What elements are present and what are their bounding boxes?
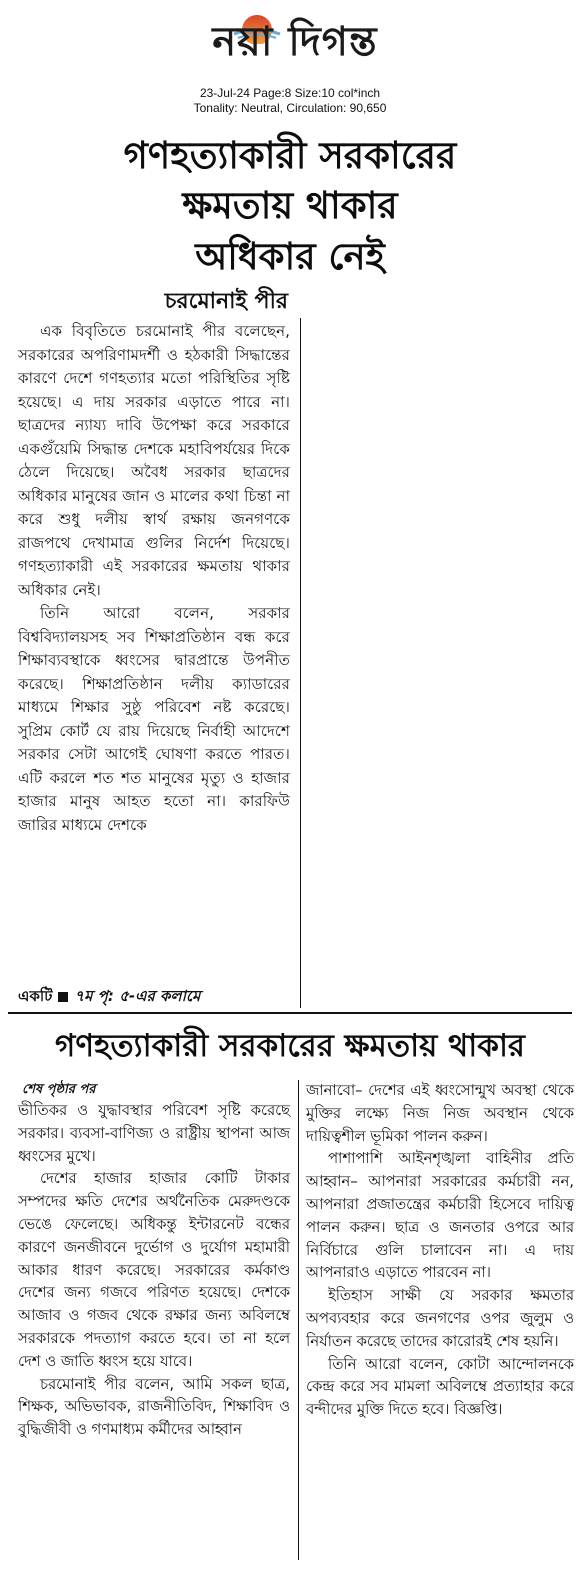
continuation-column-right xyxy=(306,1080,574,1422)
continuation-headline: গণহত্যাকারী সরকারের ক্ষমতায় থাকার xyxy=(55,1028,525,1064)
article-paragraph: তিনি আরো বলেন, সরকার বিশ্ববিদ্যালয়সহ সব শিক্ষাপ্রতিষ্ঠান বন্ধ করে শিক্ষাব্যবস্থাকে ধ্বংসের দ্বারপ্রান্তে উপনীত করেছে। শিক্ষাপ্রতিষ্ঠান দলীয় ক্যাডারের মাধ্যমে শিক্ষার সুষ্ঠু পরিবেশ নষ্ট করেছে। সুপ্রিম কোর্ট যে রায় দিয়েছে নির্বাহী আদেশে সরকার সেটা আগেই ঘোষণা করতে পারত। এটি করলে শত শত মানুষের মৃত্যু ও হাজার হাজার মানুষ আহত হতো না। কারফিউ জারির মাধ্যমে দেশকে xyxy=(18,604,290,834)
continuation-paragraph: চরমোনাই পীর বলেন, আমি সকল ছাত্র, শিক্ষক, অভিভাবক, রাজনীতিবিদ, শিক্ষাবিদ ও বুদ্ধিজীবী ও গণমাধ্যম কর্মীদের আহ্বান xyxy=(18,1375,290,1439)
headline-line-3: অধিকার নেই xyxy=(195,235,385,278)
article-paragraph: এক বিবৃতিতে চরমোনাই পীর বলেছেন, সরকারের অপরিণামদর্শী ও হঠকারী সিদ্ধান্তের কারণে দেশে গণহত্যার মতো পরিস্থিতির সৃষ্টি হয়েছে। এ দায় সরকার এড়াতে পারে না। ছাত্রদের ন্যায্য দাবি উপেক্ষা করে সরকারে একগুঁয়েমি সিদ্ধান্ত দেশকে মহাবিপর্যয়ের দিকে ঠেলে দিয়েছে। অবৈধ সরকার ছাত্রদের অধিকার মানুষের জান ও মালের কথা চিন্তা না করে শুধু দলীয় স্বার্থ রক্ষায় জনগণকে রাজপথে দেখামাত্র গুলির নির্দেশ দিয়েছে। গণহত্যাকারী এই সরকারের ক্ষমতায় থাকার অধিকার নেই। xyxy=(18,322,290,599)
continuation-paragraph: তিনি আরো বলেন, কোটা আন্দোলনকে কেন্দ্র করে সব মামলা অবিলম্বে প্রত্যাহার করে বন্দীদের মুক্তি দিতে হবে। বিজ্ঞপ্তি। xyxy=(306,1355,574,1419)
continuation-paragraph: ইতিহাস সাক্ষী যে সরকার ক্ষমতার অপব্যবহার করে জনগণের ওপর জুলুম ও নির্যাতন করেছে তাদের কারোরই শেষ হয়নি। xyxy=(306,1287,574,1350)
jump-line xyxy=(18,985,200,1010)
continuation-paragraph: দেশের হাজার হাজার কোটি টাকার সম্পদের ক্ষতি দেশের অর্থনৈতিক মেরুদণ্ডকে ভেঙে ফেলেছে। অধিকন্তু ইন্টারনেট বন্ধের কারণে জনজীবনে দুর্ভোগ ও দুর্যোগ মহামারী আকার ধারণ করেছে। সরকারের কর্মকাণ্ড দেশের জন্য গজবে পরিণত হয়েছে। দেশকে আজাব ও গজব থেকে রক্ষার জন্য অবিলম্বে সরকারকে পদত্যাগ করতে হবে। তা না হলে দেশ ও জাতি ধ্বংস হয়ে যাবে। xyxy=(18,1170,290,1370)
clipping-meta-tonality: Tonality: Neutral, Circulation: 90,650 xyxy=(193,101,387,115)
continued-label: শেষ পৃষ্ঠার পর xyxy=(22,1082,96,1097)
jump-reference: ৭ম পৃ: ৫-এর কলামে xyxy=(74,987,201,1005)
jump-word: একটি xyxy=(18,987,53,1005)
column-divider-right xyxy=(300,318,301,1008)
headline-line-1: গণহত্যাকারী সরকারের xyxy=(123,134,457,177)
article-body-column xyxy=(18,320,290,837)
column-divider-continuation xyxy=(298,1080,299,1560)
continuation-column-left xyxy=(18,1100,290,1442)
newspaper-logo: নয়া দিগন্ত xyxy=(212,18,378,65)
headline-line-2: ক্ষমতায় থাকার xyxy=(182,184,398,227)
byline: চরমোনাই পীর xyxy=(164,289,288,314)
continuation-paragraph: জানাবো– দেশের এই ধ্বংসোন্মুখ অবস্থা থেকে মুক্তির লক্ষ্যে নিজ নিজ অবস্থান থেকে দায়িত্বশীল ভূমিকা পালন করুন। xyxy=(306,1082,574,1145)
masthead xyxy=(0,0,580,115)
continuation-paragraph: পাশাপাশি আইনশৃঙ্খলা বাহিনীর প্রতি আহ্বান– আপনারা সরকারের কর্মচারী নন, আপনারা প্রজাতন্ত্রের কর্মচারী হিসেবে দায়িত্ব পালন করুন। ছাত্র ও জনতার ওপরে আর নির্বিচারে গুলি চালাবেন না। এ দায় আপনারাও এড়াতে পারবেন না। xyxy=(306,1150,574,1282)
section-divider xyxy=(8,1012,572,1014)
continuation-paragraph: ভীতিকর ও যুদ্ধাবস্থার পরিবেশ সৃষ্টি করেছে সরকার। ব্যবসা-বাণিজ্য ও রাষ্ট্রীয় স্থাপনা আজ ধ্বংসের মুখে। xyxy=(18,1102,290,1165)
clipping-meta-date: 23-Jul-24 Page:8 Size:10 col*inch xyxy=(199,86,381,100)
square-bullet-icon xyxy=(58,992,68,1002)
